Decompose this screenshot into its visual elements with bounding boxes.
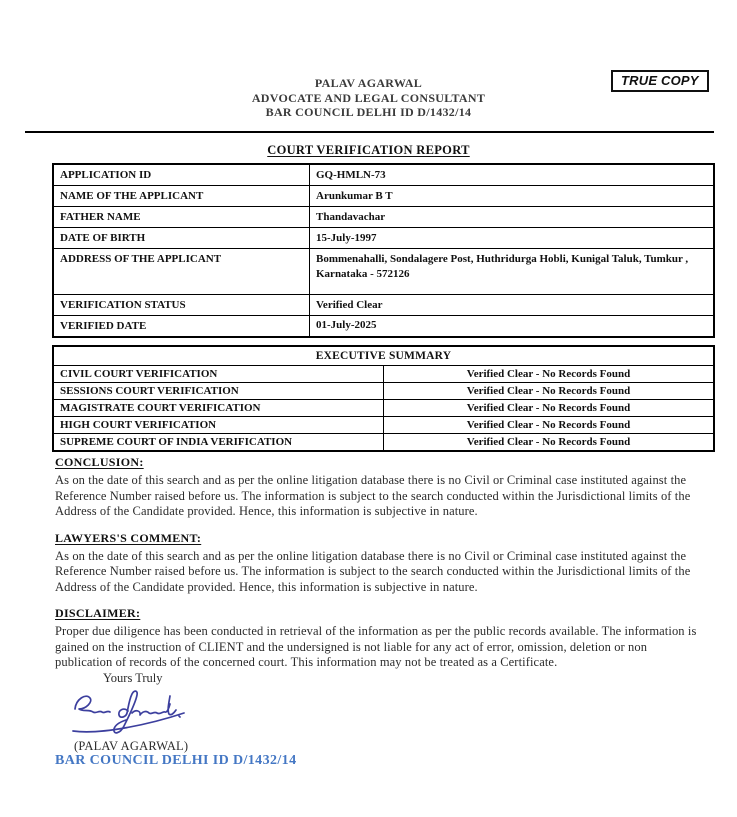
details-row	[53, 228, 714, 249]
detail-label: ADDRESS OF THE APPLICANT	[53, 249, 310, 295]
details-row	[53, 186, 714, 207]
detail-value: 01-July-2025	[310, 316, 715, 338]
exec-value: Verified Clear - No Records Found	[384, 366, 715, 383]
details-row	[53, 295, 714, 316]
signatory-bar-council-id: BAR COUNCIL DELHI ID D/1432/14	[55, 753, 297, 768]
true-copy-stamp: TRUE COPY	[611, 70, 709, 92]
section	[55, 606, 705, 671]
exec-label: CIVIL COURT VERIFICATION	[53, 366, 384, 383]
report-tables	[52, 163, 715, 452]
detail-label: VERIFICATION STATUS	[53, 295, 310, 316]
section	[55, 455, 705, 520]
executive-summary-header: EXECUTIVE SUMMARY	[53, 346, 714, 366]
exec-summary-row	[53, 383, 714, 400]
section-heading: DISCLAIMER:	[55, 606, 141, 620]
detail-value: GQ-HMLN-73	[310, 164, 715, 186]
closing-salutation: Yours Truly	[103, 671, 163, 685]
report-title: COURT VERIFICATION REPORT	[267, 143, 470, 157]
exec-summary-row	[53, 417, 714, 434]
signature-icon	[66, 686, 191, 738]
sections	[55, 455, 705, 682]
section-body: As on the date of this search and as per the online litigation database there is no Civil or Criminal case instituted against the Reference Number raised before us. The information is subject to the search conducted within the Jurisdictional limits of the Address of the Candidate provided. Hence, this information is subjective in nature.	[55, 548, 691, 594]
exec-value: Verified Clear - No Records Found	[384, 400, 715, 417]
detail-value: Verified Clear	[310, 295, 715, 316]
details-row	[53, 249, 714, 295]
details-row	[53, 207, 714, 228]
exec-summary-row	[53, 434, 714, 452]
detail-value: 15-July-1997	[310, 228, 715, 249]
details-row	[53, 164, 714, 186]
exec-label: SESSIONS COURT VERIFICATION	[53, 383, 384, 400]
section-body: Proper due diligence has been conducted in retrieval of the information as per the public records available. The information is gained on the instruction of CLIENT and the undersigned is not liable for any act of error, omission, deletion or non publication of records of the concerned court. This information may not be treated as a Certificate.	[55, 624, 697, 669]
signatory-name: (PALAV AGARWAL)	[74, 739, 189, 753]
letterhead-role: ADVOCATE AND LEGAL CONSULTANT	[251, 90, 486, 105]
details-row	[53, 316, 714, 338]
executive-summary-table	[52, 345, 715, 452]
detail-label: APPLICATION ID	[53, 164, 310, 186]
section	[55, 531, 705, 596]
exec-table-body	[53, 366, 714, 452]
exec-summary-row	[53, 400, 714, 417]
detail-value: Bommenahalli, Sondalagere Post, Huthridurga Hobli, Kunigal Taluk, Tumkur , Karnataka - 572126	[310, 249, 715, 295]
detail-label: DATE OF BIRTH	[53, 228, 310, 249]
exec-value: Verified Clear - No Records Found	[384, 434, 715, 452]
detail-label: NAME OF THE APPLICANT	[53, 186, 310, 207]
exec-value: Verified Clear - No Records Found	[384, 417, 715, 434]
exec-label: HIGH COURT VERIFICATION	[53, 417, 384, 434]
exec-summary-row	[53, 366, 714, 383]
details-table-body	[53, 164, 714, 337]
exec-label: MAGISTRATE COURT VERIFICATION	[53, 400, 384, 417]
section-heading: LAWYERS'S COMMENT:	[55, 530, 202, 545]
detail-label: VERIFIED DATE	[53, 316, 310, 338]
detail-value: Arunkumar B T	[310, 186, 715, 207]
section-heading: CONCLUSION:	[55, 455, 144, 469]
letterhead-bar-council-id: BAR COUNCIL DELHI ID D/1432/14	[265, 105, 472, 119]
header-divider	[25, 131, 714, 133]
applicant-details-table	[52, 163, 715, 338]
detail-value: Thandavachar	[310, 207, 715, 228]
section-body: As on the date of this search and as per the online litigation database there is no Civil or Criminal case instituted against the Reference Number raised before us. The information is subject to the search conducted within the Jurisdictional limits of the Address of the Candidate provided. Hence, this information is subjective in nature.	[55, 473, 691, 518]
letterhead-name: PALAV AGARWAL	[314, 76, 423, 90]
executive-summary-header-row	[53, 346, 714, 366]
detail-label: FATHER NAME	[53, 207, 310, 228]
exec-label: SUPREME COURT OF INDIA VERIFICATION	[53, 434, 384, 452]
exec-value: Verified Clear - No Records Found	[384, 383, 715, 400]
